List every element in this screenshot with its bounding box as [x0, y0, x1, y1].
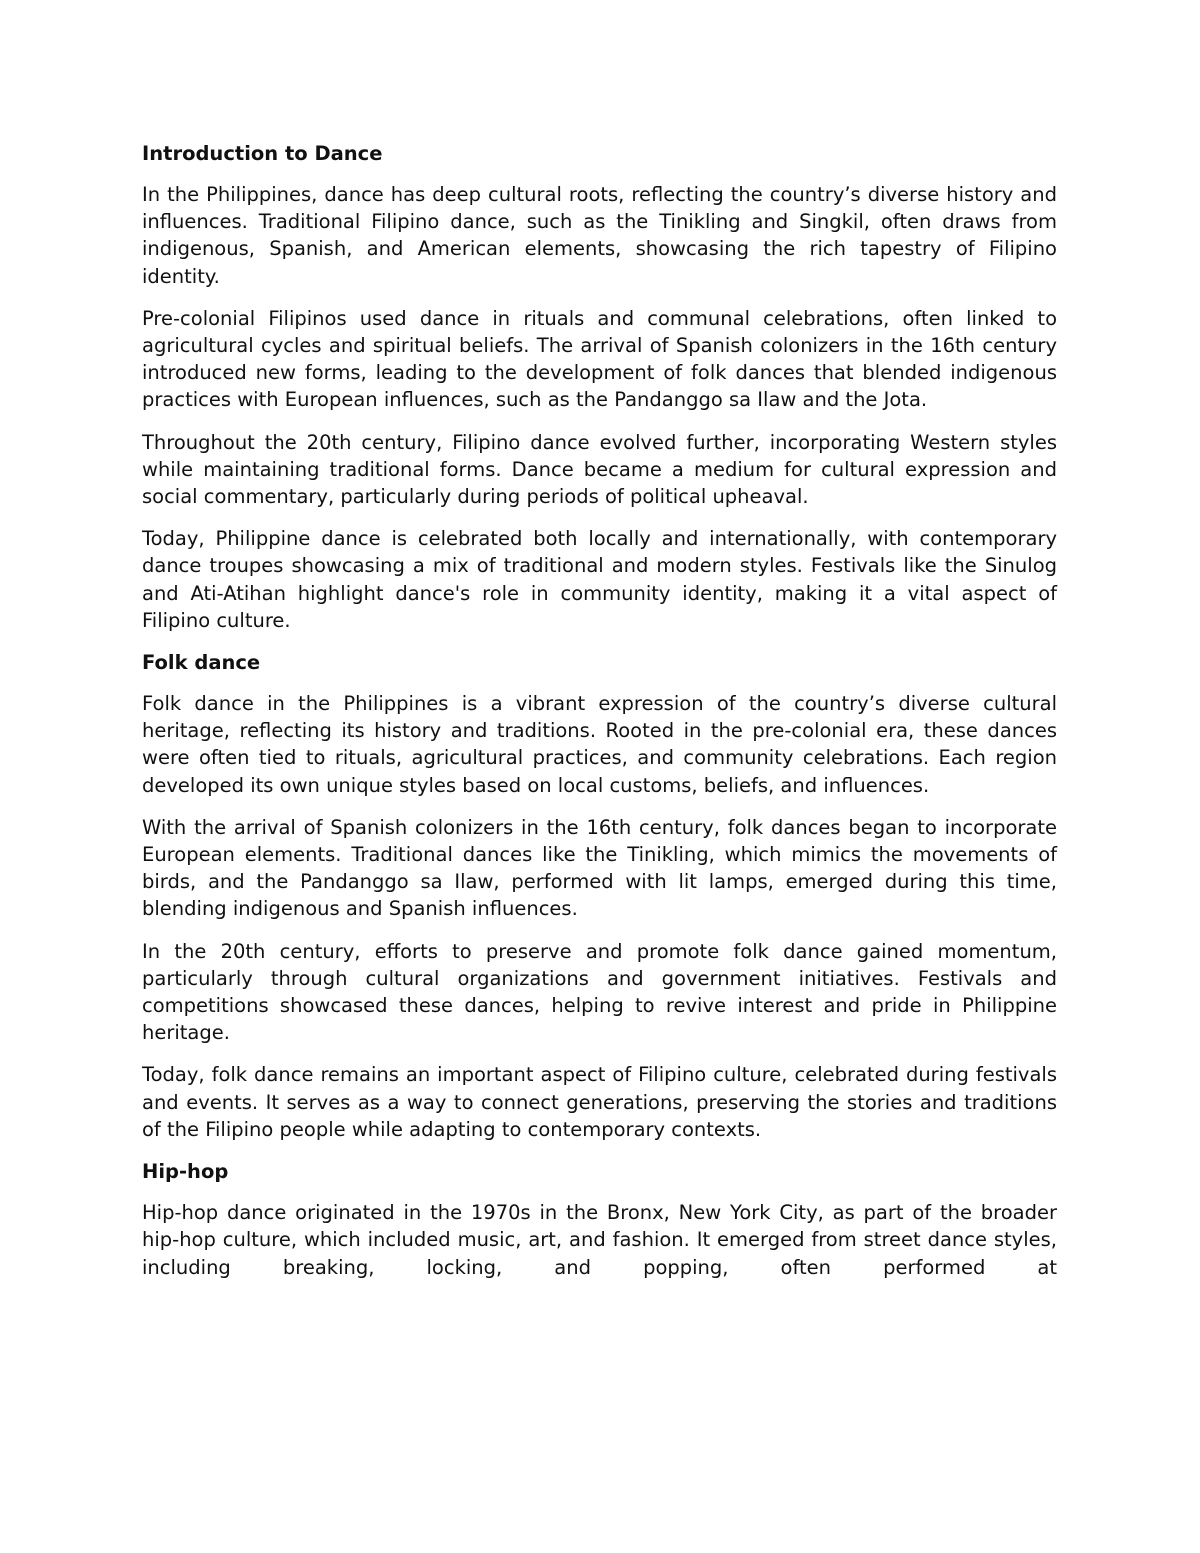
document-page	[142, 140, 1057, 1296]
paragraph: Hip-hop dance originated in the 1970s in the Bronx, New York City, as part of the broader hip-hop culture, which included music, art, and fashion. It emerged from street dance styles, including breaking, locking, and popping, often performed at	[142, 1201, 1057, 1279]
paragraph: Folk dance in the Philippines is a vibrant expression of the country’s diverse cultural heritage, reflecting its history and traditions. Rooted in the pre-colonial era, these dances were often tied to rituals, agricultural practices, and community celebrations. Each region developed its own unique styles based on local customs, beliefs, and influences.	[142, 692, 1057, 797]
section-hip-hop	[142, 1158, 1057, 1281]
paragraph: Throughout the 20th century, Filipino dance evolved further, incorporating Western styles while maintaining traditional forms. Dance became a medium for cultural expression and social commentary, particularly during periods of political upheaval.	[142, 430, 1057, 509]
section-introduction	[142, 140, 1057, 634]
section-folk-dance	[142, 649, 1057, 1143]
section-heading: Hip-hop	[142, 1160, 229, 1184]
paragraph: With the arrival of Spanish colonizers in the 16th century, folk dances began to incorporate European elements. Traditional dances like the Tinikling, which mimics the movements of birds, and the Pandanggo sa Ilaw, performed with lit lamps, emerged during this time, blending indigenous and Spanish influences.	[142, 815, 1057, 921]
paragraph: Today, Philippine dance is celebrated both locally and internationally, with contemporary dance troupes showcasing a mix of traditional and modern styles. Festivals like the Sinulog and Ati-Atihan highlight dance's role in community identity, making it a vital aspect of Filipino culture.	[142, 527, 1057, 632]
paragraph: Pre-colonial Filipinos used dance in rituals and communal celebrations, often linked to agricultural cycles and spiritual beliefs. The arrival of Spanish colonizers in the 16th century introduced new forms, leading to the development of folk dances that blended indigenous practices with European influences, such as the Pandanggo sa Ilaw and the Jota.	[142, 306, 1057, 412]
paragraph: In the 20th century, efforts to preserve and promote folk dance gained momentum, particularly through cultural organizations and government initiatives. Festivals and competitions showcased these dances, helping to revive interest and pride in Philippine heritage.	[142, 939, 1057, 1045]
paragraph: In the Philippines, dance has deep cultural roots, reflecting the country’s diverse history and influences. Traditional Filipino dance, such as the Tinikling and Singkil, often draws from indigenous, Spanish, and American elements, showcasing the rich tapestry of Filipino identity.	[142, 183, 1057, 288]
section-heading: Introduction to Dance	[142, 142, 383, 165]
section-heading: Folk dance	[142, 651, 261, 675]
paragraph: Today, folk dance remains an important aspect of Filipino culture, celebrated during festivals and events. It serves as a way to connect generations, preserving the stories and traditions of the Filipino people while adapting to contemporary contexts.	[142, 1063, 1057, 1141]
